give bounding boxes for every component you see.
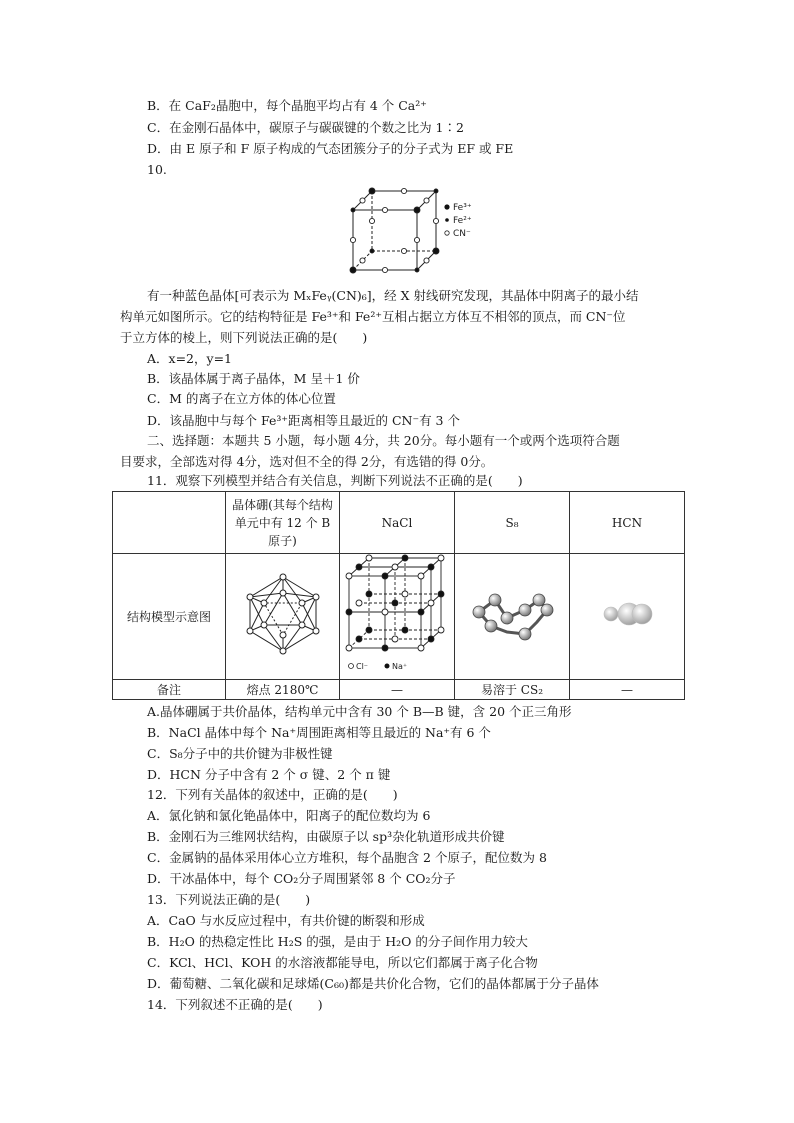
q11-option-b: B．NaCl 晶体中每个 Na⁺周围距离相等且最近的 Na⁺有 6 个 (147, 725, 491, 740)
cn-ion (401, 248, 406, 253)
hcn-spacefill-figure (597, 594, 657, 634)
q13-option-a: A．CaO 与水反应过程中，有共价键的断裂和形成 (147, 913, 425, 928)
q10-option-d: D．该晶胞中与每个 Fe³⁺距离相等且最近的 CN⁻有 3 个 (147, 413, 460, 428)
q10-stem-line1: 有一种蓝色晶体[可表示为 MₓFeᵧ(CN)₆]，经 X 射线研究发现，其晶体中阴离子的最小结 (147, 288, 639, 303)
legend-na: Na⁺ (392, 662, 408, 671)
fe3-ion (350, 267, 356, 273)
q12-stem: 12．下列有关晶体的叙述中，正确的是( ) (147, 787, 398, 802)
legend-fe2: Fe²⁺ (453, 216, 472, 226)
boron-model-cell (226, 554, 340, 680)
fe3-ion (433, 248, 439, 254)
s8-model-cell (455, 554, 570, 680)
q11-option-d: D．HCN 分子中含有 2 个 σ 键、2 个 π 键 (147, 767, 391, 782)
q10-option-a: A．x=2，y=1 (147, 351, 232, 366)
q11-stem: 11．观察下列模型并结合有关信息，判断下列说法不正确的是( ) (147, 473, 523, 488)
section2-instructions-line1: 二、选择题：本题共 5 小题，每小题 4分，共 20分。每小题有一个或两个选项符合题 (147, 433, 620, 448)
q11-option-c: C．S₈分子中的共价键为非极性键 (147, 746, 333, 761)
s8-ring-figure (467, 584, 557, 644)
q9-option-d: D．由 E 原子和 F 原子构成的气态团簇分子的分子式为 EF 或 FE (147, 141, 514, 156)
fe2-ion (370, 249, 374, 253)
cn-ion (382, 267, 387, 272)
cn-ion (382, 207, 387, 212)
q13-stem: 13．下列说法正确的是( ) (147, 892, 311, 907)
q12-option-b: B．金刚石为三维网状结构，由碳原子以 sp³杂化轨道形成共价键 (147, 829, 505, 844)
q13-option-b: B．H₂O 的热稳定性比 H₂S 的强，是由于 H₂O 的分子间作用力较大 (147, 934, 528, 949)
note-nacl: — (340, 680, 455, 700)
table-note-row (113, 680, 685, 700)
section2-instructions-line2: 目要求，全部选对得 4分，选对但不全的得 2分，有选错的得 0分。 (120, 454, 494, 469)
q14-stem: 14．下列叙述不正确的是( ) (147, 997, 323, 1012)
row-label-model: 结构模型示意图 (113, 554, 226, 680)
header-boron: 晶体硼(其每个结构单元中有 12 个 B 原子) (226, 492, 340, 554)
header-s8: S₈ (455, 492, 570, 554)
header-hcn: HCN (570, 492, 685, 554)
q12-option-c: C．金属钠的晶体采用体心立方堆积，每个晶胞含 2 个原子，配位数为 8 (147, 850, 547, 865)
legend-cn: CN⁻ (453, 229, 471, 239)
q10-option-b: B．该晶体属于离子晶体，M 呈＋1 价 (147, 371, 360, 386)
q9-option-b: B．在 CaF₂晶胞中，每个晶胞平均占有 4 个 Ca²⁺ (147, 98, 427, 113)
hcn-model-cell (570, 554, 685, 680)
q13-option-d: D．葡萄糖、二氧化碳和足球烯(C₆₀)都是共价化合物，它们的晶体都属于分子晶体 (147, 976, 599, 991)
fe2-ion (434, 189, 438, 193)
cn-ion (360, 258, 365, 263)
header-nacl: NaCl (340, 492, 455, 554)
q12-option-d: D．干冰晶体中，每个 CO₂分子周围紧邻 8 个 CO₂分子 (147, 871, 456, 886)
q10-number: 10. (147, 162, 167, 177)
boron-icosahedron-figure (238, 569, 328, 659)
q10-option-c: C．M 的离子在立方体的体心位置 (147, 391, 336, 406)
q12-option-a: A．氯化钠和氯化铯晶体中，阳离子的配位数均为 6 (147, 808, 431, 823)
q13-option-c: C．KCl、HCl、KOH 的水溶液都能导电，所以它们都属于离子化合物 (147, 955, 538, 970)
q10-stem-line3: 于立方体的棱上，则下列说法正确的是( ) (120, 330, 368, 345)
header-empty-cell (113, 492, 226, 554)
note-hcn: — (570, 680, 685, 700)
legend-cl: Cl⁻ (356, 662, 369, 671)
note-label: 备注 (113, 680, 226, 700)
nacl-model-cell (340, 554, 455, 680)
cn-ion (350, 237, 355, 242)
q9-option-c: C．在金刚石晶体中，碳原子与碳碳键的个数之比为 1∶2 (147, 120, 464, 135)
cn-ion (424, 198, 429, 203)
cn-ion (424, 258, 429, 263)
table-header-row (113, 492, 685, 554)
cn-ion (414, 237, 419, 242)
q11-model-table (112, 491, 685, 700)
legend-fe3: Fe³⁺ (453, 203, 472, 213)
note-boron: 熔点 2180℃ (226, 680, 340, 700)
nacl-lattice-figure (343, 554, 451, 674)
cn-ion (360, 198, 365, 203)
cn-ion (369, 218, 374, 223)
q10-stem-line2: 构单元如图所示。它的结构特征是 Fe³⁺和 Fe²⁺互相占据立方体互不相邻的顶点，而 CN⁻位 (120, 309, 626, 324)
fe2-ion (415, 268, 419, 272)
note-s8: 易溶于 CS₂ (455, 680, 570, 700)
fe2-ion (351, 208, 355, 212)
q10-cube-figure (345, 183, 485, 275)
fe3-ion (369, 188, 375, 194)
q11-option-a: A.晶体硼属于共价晶体，结构单元中含有 30 个 B—B 键，含 20 个正三角形 (147, 704, 572, 719)
fe3-ion (414, 207, 420, 213)
table-model-row (113, 554, 685, 680)
cn-ion (433, 218, 438, 223)
cn-ion (401, 188, 406, 193)
